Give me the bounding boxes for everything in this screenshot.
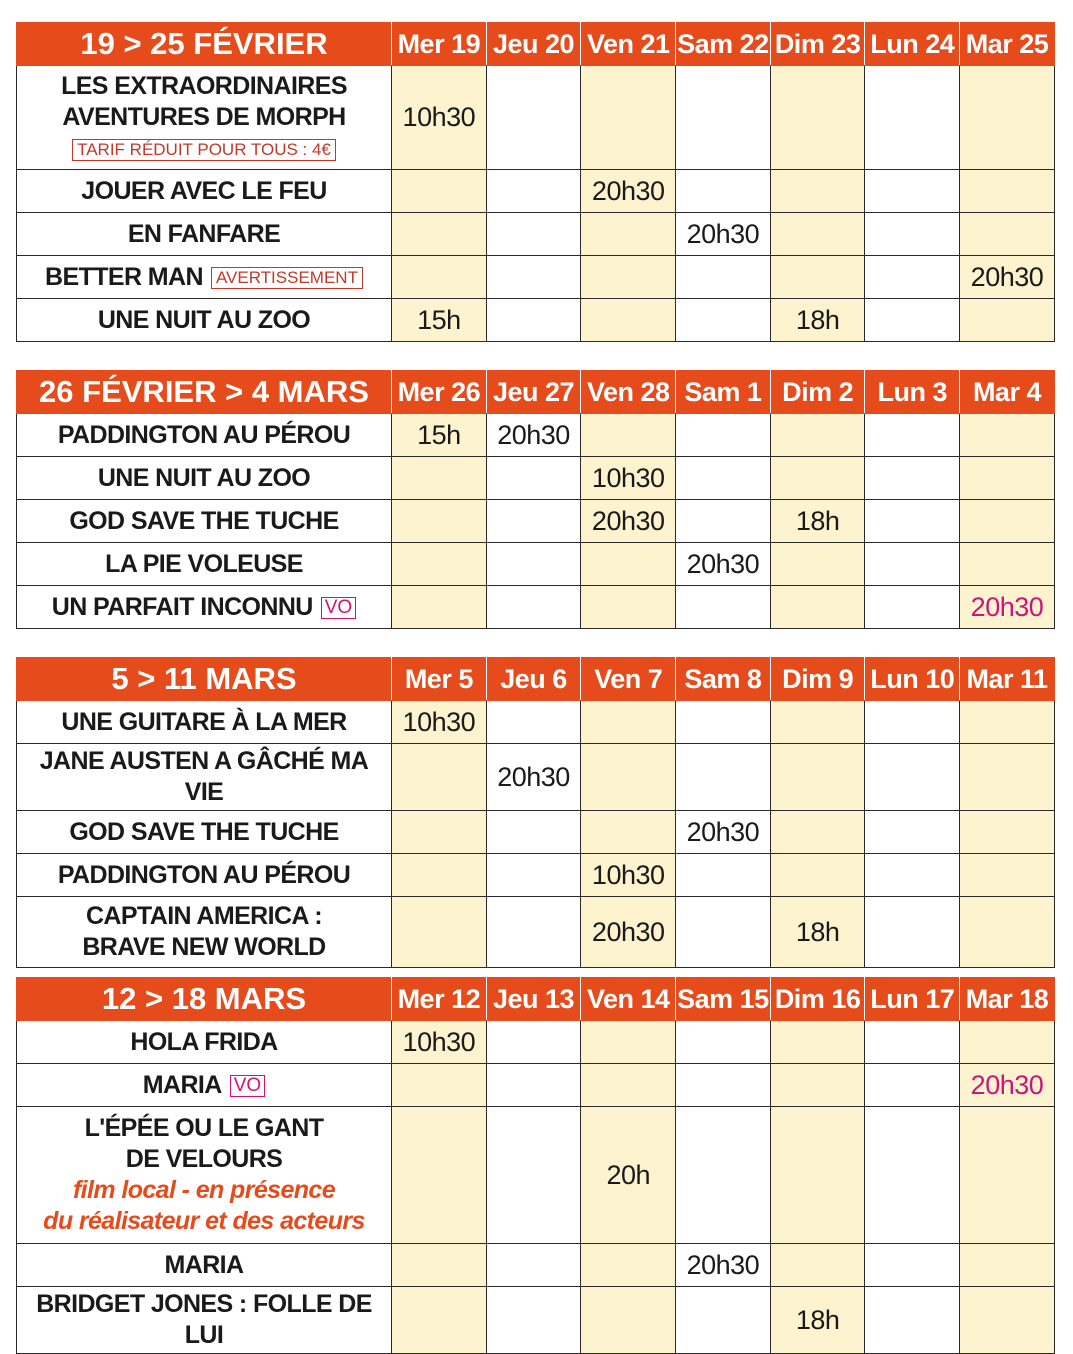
film-title: JOUER AVEC LE FEU bbox=[17, 170, 392, 213]
day-header: Dim 23 bbox=[770, 23, 865, 66]
showtime-cell bbox=[960, 897, 1055, 968]
showtime-cell bbox=[581, 1287, 676, 1354]
film-title: GOD SAVE THE TUCHE bbox=[17, 500, 392, 543]
film-title: PADDINGTON AU PÉROU bbox=[17, 414, 392, 457]
film-row bbox=[17, 414, 1055, 457]
film-title: BRIDGET JONES : FOLLE DE LUI bbox=[17, 1287, 392, 1354]
showtime-cell bbox=[770, 701, 865, 744]
week-schedule-2 bbox=[16, 370, 1054, 629]
film-row bbox=[17, 1244, 1055, 1287]
showtime-cell bbox=[581, 1244, 676, 1287]
showtime-cell bbox=[676, 744, 771, 811]
showtime-cell bbox=[486, 1107, 581, 1244]
showtime-cell: 10h30 bbox=[581, 854, 676, 897]
showtime-cell bbox=[676, 414, 771, 457]
day-header: Sam 8 bbox=[676, 658, 771, 701]
film-title: PADDINGTON AU PÉROU bbox=[17, 854, 392, 897]
showtime-cell bbox=[960, 457, 1055, 500]
showtime-cell: 18h bbox=[770, 299, 865, 342]
showtime-cell bbox=[581, 299, 676, 342]
showtime-cell bbox=[865, 1021, 960, 1064]
film-title-line: AVENTURES DE MORPH bbox=[62, 103, 346, 131]
film-row bbox=[17, 66, 1055, 170]
showtime-cell bbox=[865, 66, 960, 170]
film-row bbox=[17, 744, 1055, 811]
showtime-cell: 20h30 bbox=[486, 744, 581, 811]
showtime-cell bbox=[960, 744, 1055, 811]
showtime-cell bbox=[486, 811, 581, 854]
film-title bbox=[17, 1064, 392, 1107]
showtime-cell bbox=[676, 1107, 771, 1244]
day-header: Dim 9 bbox=[770, 658, 865, 701]
day-header: Ven 28 bbox=[581, 371, 676, 414]
showtime-cell: 20h30 bbox=[676, 543, 771, 586]
vo-badge: VO bbox=[321, 597, 356, 619]
showtime-cell bbox=[581, 744, 676, 811]
day-header: Jeu 13 bbox=[486, 978, 581, 1021]
showtime-cell bbox=[676, 256, 771, 299]
showtime-cell bbox=[486, 1021, 581, 1064]
showtime-cell bbox=[960, 854, 1055, 897]
film-row bbox=[17, 1064, 1055, 1107]
showtime-cell: 10h30 bbox=[392, 66, 487, 170]
film-row bbox=[17, 1107, 1055, 1244]
week-schedule-3 bbox=[16, 657, 1054, 968]
film-title-line: LES EXTRAORDINAIRES bbox=[61, 72, 347, 100]
showtime-cell: 18h bbox=[770, 897, 865, 968]
day-header: Ven 14 bbox=[581, 978, 676, 1021]
showtime-cell bbox=[865, 1244, 960, 1287]
showtime-cell bbox=[770, 213, 865, 256]
showtime-cell bbox=[865, 701, 960, 744]
showtime-cell bbox=[770, 1021, 865, 1064]
film-title-text: BETTER MAN bbox=[45, 262, 203, 291]
showtime-cell: 18h bbox=[770, 500, 865, 543]
day-header: Mar 25 bbox=[960, 23, 1055, 66]
film-title-line: BRAVE NEW WORLD bbox=[82, 933, 326, 961]
showtime-cell bbox=[865, 1287, 960, 1354]
film-title-text: MARIA bbox=[142, 1070, 222, 1099]
showtime-cell: 20h30 bbox=[960, 256, 1055, 299]
film-title bbox=[17, 256, 392, 299]
schedule-table bbox=[16, 22, 1055, 342]
showtime-cell bbox=[865, 897, 960, 968]
showtime-cell bbox=[486, 586, 581, 629]
day-header: Jeu 27 bbox=[486, 371, 581, 414]
showtime-cell bbox=[960, 543, 1055, 586]
showtime-cell bbox=[865, 213, 960, 256]
showtime-cell bbox=[486, 854, 581, 897]
showtime-cell bbox=[392, 854, 487, 897]
day-header: Jeu 20 bbox=[486, 23, 581, 66]
film-row bbox=[17, 170, 1055, 213]
tarif-badge: TARIF RÉDUIT POUR TOUS : 4€ bbox=[72, 139, 336, 161]
day-header: Mar 18 bbox=[960, 978, 1055, 1021]
week-title: 19 > 25 FÉVRIER bbox=[17, 23, 392, 66]
showtime-cell bbox=[676, 854, 771, 897]
showtime-cell bbox=[865, 256, 960, 299]
showtime-cell bbox=[392, 897, 487, 968]
film-row bbox=[17, 256, 1055, 299]
showtime-cell bbox=[770, 256, 865, 299]
day-header: Jeu 6 bbox=[486, 658, 581, 701]
showtime-cell bbox=[486, 256, 581, 299]
showtime-cell bbox=[960, 500, 1055, 543]
week-title: 5 > 11 MARS bbox=[17, 658, 392, 701]
showtime-cell bbox=[960, 1107, 1055, 1244]
showtime-cell bbox=[865, 586, 960, 629]
header-row bbox=[17, 23, 1055, 66]
showtime-cell bbox=[392, 500, 487, 543]
header-row bbox=[17, 978, 1055, 1021]
film-title: EN FANFARE bbox=[17, 213, 392, 256]
showtime-cell bbox=[392, 1064, 487, 1107]
showtime-cell bbox=[581, 701, 676, 744]
showtime-cell bbox=[392, 586, 487, 629]
showtime-cell: 20h30 bbox=[581, 897, 676, 968]
showtime-cell bbox=[960, 414, 1055, 457]
showtime-cell: 20h30 bbox=[486, 414, 581, 457]
showtime-cell bbox=[865, 744, 960, 811]
showtime-cell: 20h30 bbox=[960, 1064, 1055, 1107]
showtime-cell bbox=[770, 1107, 865, 1244]
day-header: Sam 22 bbox=[676, 23, 771, 66]
showtime-cell bbox=[486, 897, 581, 968]
showtime-cell bbox=[770, 414, 865, 457]
event-note: du réalisateur et des acteurs bbox=[43, 1207, 365, 1235]
showtime-cell bbox=[486, 66, 581, 170]
showtime-cell bbox=[581, 1021, 676, 1064]
film-title: UNE GUITARE À LA MER bbox=[17, 701, 392, 744]
showtime-cell: 20h30 bbox=[676, 213, 771, 256]
film-row bbox=[17, 586, 1055, 629]
showtime-cell bbox=[676, 500, 771, 543]
showtime-cell bbox=[392, 744, 487, 811]
film-row bbox=[17, 543, 1055, 586]
showtime-cell bbox=[960, 1021, 1055, 1064]
showtime-cell bbox=[676, 701, 771, 744]
film-title: LA PIE VOLEUSE bbox=[17, 543, 392, 586]
day-header: Dim 16 bbox=[770, 978, 865, 1021]
showtime-cell bbox=[770, 744, 865, 811]
showtime-cell bbox=[960, 213, 1055, 256]
showtime-cell bbox=[676, 457, 771, 500]
day-header: Dim 2 bbox=[770, 371, 865, 414]
film-title-line: CAPTAIN AMERICA : bbox=[85, 902, 323, 930]
day-header: Mer 5 bbox=[392, 658, 487, 701]
showtime-cell bbox=[581, 414, 676, 457]
showtime-cell: 10h30 bbox=[581, 457, 676, 500]
showtime-cell bbox=[486, 170, 581, 213]
film-title bbox=[17, 897, 392, 968]
film-row bbox=[17, 897, 1055, 968]
film-title bbox=[17, 66, 392, 170]
schedule-table bbox=[16, 977, 1055, 1354]
showtime-cell bbox=[770, 170, 865, 213]
showtime-cell bbox=[581, 811, 676, 854]
showtime-cell bbox=[770, 586, 865, 629]
film-title bbox=[17, 586, 392, 629]
showtime-cell bbox=[676, 1287, 771, 1354]
showtime-cell: 20h30 bbox=[676, 1244, 771, 1287]
day-header: Lun 3 bbox=[865, 371, 960, 414]
film-title: HOLA FRIDA bbox=[17, 1021, 392, 1064]
showtime-cell: 20h30 bbox=[960, 586, 1055, 629]
showtime-cell bbox=[770, 457, 865, 500]
showtime-cell bbox=[486, 1244, 581, 1287]
showtime-cell bbox=[676, 586, 771, 629]
showtime-cell bbox=[770, 66, 865, 170]
showtime-cell bbox=[960, 811, 1055, 854]
showtime-cell: 18h bbox=[770, 1287, 865, 1354]
showtime-cell bbox=[676, 66, 771, 170]
week-title: 26 FÉVRIER > 4 MARS bbox=[17, 371, 392, 414]
film-row bbox=[17, 500, 1055, 543]
film-row bbox=[17, 1021, 1055, 1064]
showtime-cell bbox=[770, 1064, 865, 1107]
week-title: 12 > 18 MARS bbox=[17, 978, 392, 1021]
film-title-line: DE VELOURS bbox=[125, 1145, 283, 1173]
showtime-cell bbox=[770, 811, 865, 854]
film-title bbox=[17, 1107, 392, 1244]
showtime-cell bbox=[865, 1064, 960, 1107]
header-row bbox=[17, 371, 1055, 414]
film-title-text: UN PARFAIT INCONNU bbox=[51, 592, 313, 621]
showtime-cell bbox=[960, 1244, 1055, 1287]
showtime-cell: 20h bbox=[581, 1107, 676, 1244]
day-header: Mer 12 bbox=[392, 978, 487, 1021]
showtime-cell bbox=[865, 1107, 960, 1244]
film-row bbox=[17, 701, 1055, 744]
showtime-cell: 20h30 bbox=[581, 500, 676, 543]
showtime-cell: 20h30 bbox=[676, 811, 771, 854]
showtime-cell bbox=[865, 170, 960, 213]
showtime-cell bbox=[392, 256, 487, 299]
showtime-cell bbox=[392, 213, 487, 256]
showtime-cell bbox=[486, 701, 581, 744]
showtime-cell bbox=[581, 1064, 676, 1107]
showtime-cell bbox=[486, 500, 581, 543]
film-title: MARIA bbox=[17, 1244, 392, 1287]
film-row bbox=[17, 213, 1055, 256]
film-title: UNE NUIT AU ZOO bbox=[17, 299, 392, 342]
showtime-cell bbox=[960, 701, 1055, 744]
showtime-cell bbox=[392, 170, 487, 213]
showtime-cell bbox=[392, 1287, 487, 1354]
showtime-cell bbox=[770, 543, 865, 586]
warning-badge: AVERTISSEMENT bbox=[211, 267, 363, 289]
event-note: film local - en présence bbox=[72, 1176, 336, 1204]
showtime-cell bbox=[486, 457, 581, 500]
showtime-cell bbox=[960, 1287, 1055, 1354]
week-schedule-1 bbox=[16, 22, 1054, 342]
showtime-cell bbox=[581, 543, 676, 586]
schedule-table bbox=[16, 370, 1055, 629]
showtime-cell bbox=[865, 457, 960, 500]
showtime-cell bbox=[392, 811, 487, 854]
showtime-cell bbox=[581, 256, 676, 299]
showtime-cell bbox=[392, 543, 487, 586]
showtime-cell bbox=[865, 414, 960, 457]
showtime-cell bbox=[581, 586, 676, 629]
day-header: Mar 4 bbox=[960, 371, 1055, 414]
week-schedule-4 bbox=[16, 977, 1054, 1354]
showtime-cell bbox=[392, 1244, 487, 1287]
showtime-cell bbox=[865, 543, 960, 586]
showtime-cell: 15h bbox=[392, 299, 487, 342]
showtime-cell bbox=[486, 213, 581, 256]
film-row bbox=[17, 811, 1055, 854]
day-header: Lun 10 bbox=[865, 658, 960, 701]
day-header: Mer 26 bbox=[392, 371, 487, 414]
film-title: GOD SAVE THE TUCHE bbox=[17, 811, 392, 854]
film-title: JANE AUSTEN A GÂCHÉ MA VIE bbox=[17, 744, 392, 811]
showtime-cell: 10h30 bbox=[392, 1021, 487, 1064]
showtime-cell bbox=[676, 1064, 771, 1107]
showtime-cell bbox=[486, 543, 581, 586]
day-header: Mar 11 bbox=[960, 658, 1055, 701]
showtime-cell bbox=[960, 170, 1055, 213]
showtime-cell: 15h bbox=[392, 414, 487, 457]
day-header: Lun 24 bbox=[865, 23, 960, 66]
showtime-cell bbox=[676, 897, 771, 968]
day-header: Ven 21 bbox=[581, 23, 676, 66]
schedule-table bbox=[16, 657, 1055, 968]
showtime-cell bbox=[770, 1244, 865, 1287]
day-header: Ven 7 bbox=[581, 658, 676, 701]
day-header: Sam 1 bbox=[676, 371, 771, 414]
showtime-cell: 20h30 bbox=[581, 170, 676, 213]
showtime-cell bbox=[865, 500, 960, 543]
day-header: Sam 15 bbox=[676, 978, 771, 1021]
showtime-cell bbox=[392, 1107, 487, 1244]
showtime-cell: 10h30 bbox=[392, 701, 487, 744]
film-row bbox=[17, 1287, 1055, 1354]
showtime-cell bbox=[392, 457, 487, 500]
vo-badge: VO bbox=[230, 1075, 265, 1097]
film-row bbox=[17, 854, 1055, 897]
showtime-cell bbox=[770, 854, 865, 897]
showtime-cell bbox=[960, 299, 1055, 342]
header-row bbox=[17, 658, 1055, 701]
showtime-cell bbox=[676, 1021, 771, 1064]
film-title: UNE NUIT AU ZOO bbox=[17, 457, 392, 500]
showtime-cell bbox=[676, 299, 771, 342]
film-row bbox=[17, 299, 1055, 342]
showtime-cell bbox=[865, 299, 960, 342]
showtime-cell bbox=[865, 811, 960, 854]
film-title-line: L'ÉPÉE OU LE GANT bbox=[84, 1114, 324, 1142]
showtime-cell bbox=[960, 66, 1055, 170]
showtime-cell bbox=[581, 66, 676, 170]
day-header: Mer 19 bbox=[392, 23, 487, 66]
showtime-cell bbox=[486, 299, 581, 342]
showtime-cell bbox=[676, 170, 771, 213]
day-header: Lun 17 bbox=[865, 978, 960, 1021]
showtime-cell bbox=[486, 1064, 581, 1107]
showtime-cell bbox=[865, 854, 960, 897]
showtime-cell bbox=[581, 213, 676, 256]
showtime-cell bbox=[486, 1287, 581, 1354]
film-row bbox=[17, 457, 1055, 500]
